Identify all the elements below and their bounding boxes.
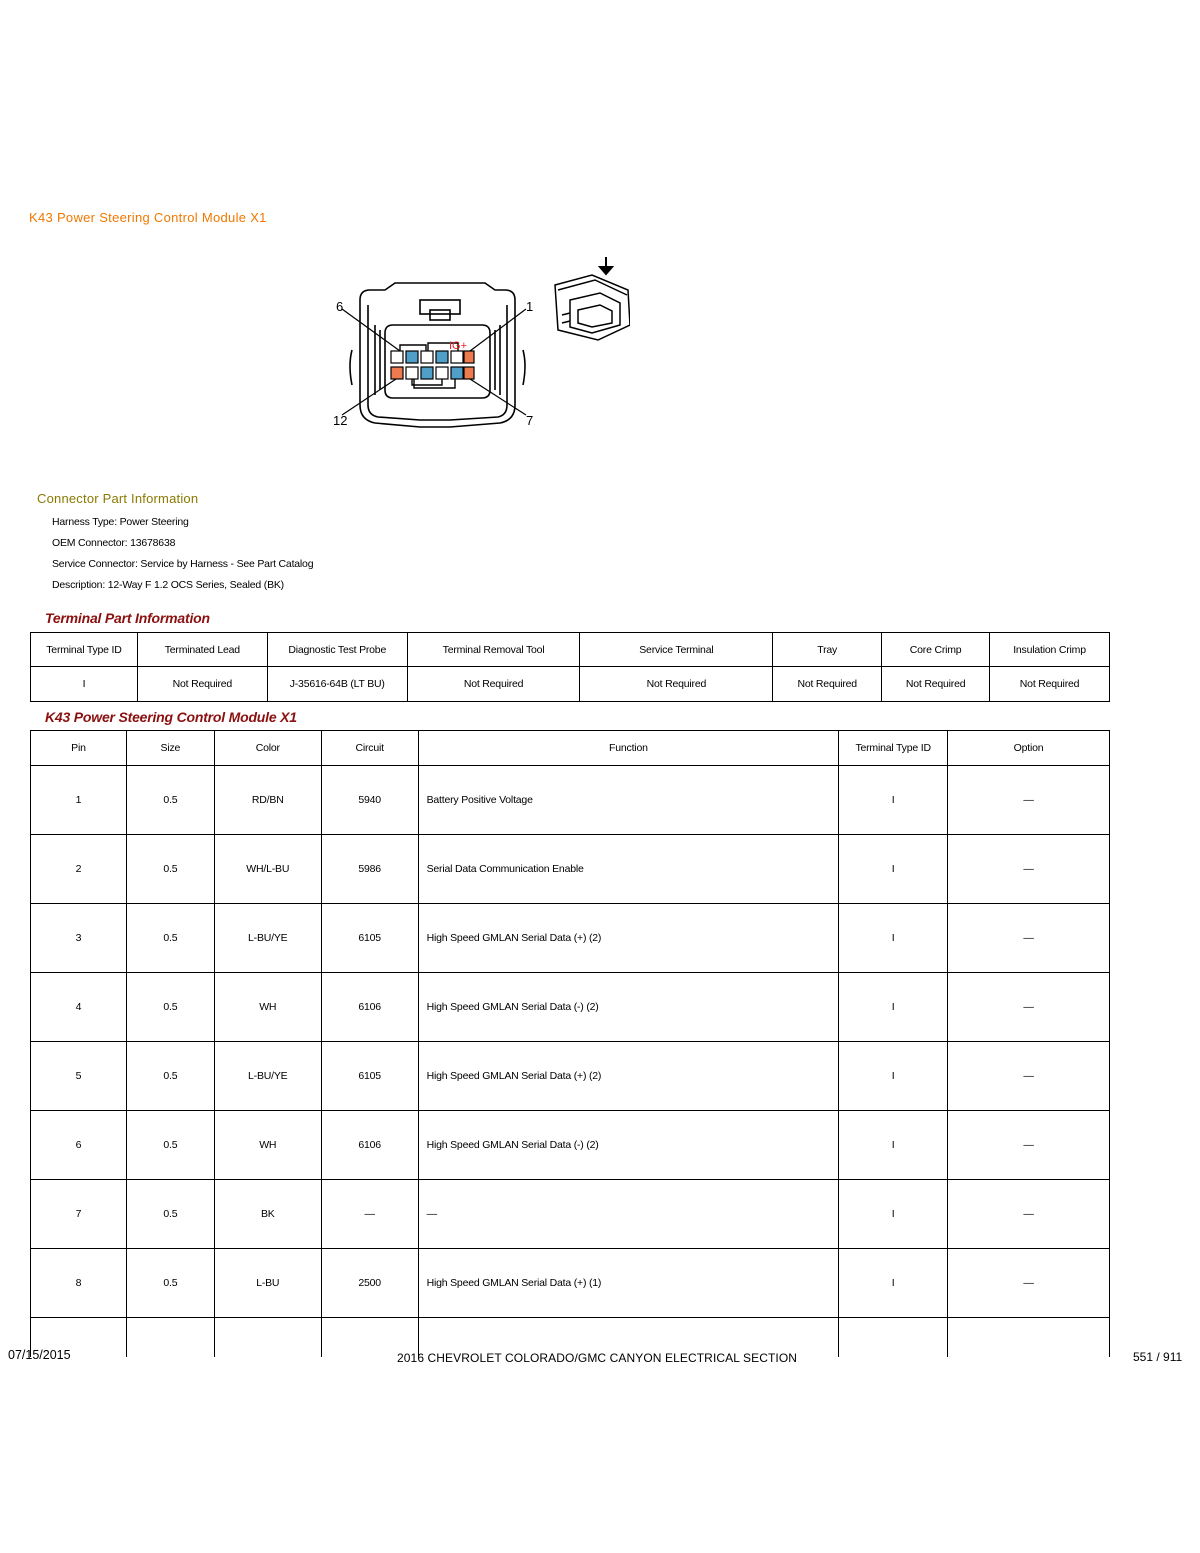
table-row (31, 1249, 1110, 1318)
table-row (31, 667, 1110, 702)
pin-cell: 5 (31, 1042, 127, 1111)
function-cell: High Speed GMLAN Serial Data (-) (2) (418, 1111, 839, 1180)
column-header: Terminal Type ID (839, 731, 948, 766)
circuit-cell: 5940 (321, 766, 418, 835)
table-row (31, 835, 1110, 904)
table-cell: I (31, 667, 138, 702)
terminal-type-cell: I (839, 1249, 948, 1318)
pin-table-heading: K43 Power Steering Control Module X1 (45, 709, 297, 725)
connector-diagram (330, 255, 630, 435)
connector-part-info-heading: Connector Part Information (37, 491, 199, 506)
option-cell: — (948, 1042, 1110, 1111)
function-cell: — (418, 1180, 839, 1249)
pin-label-7: 7 (526, 413, 534, 428)
circuit-cell: 6105 (321, 1042, 418, 1111)
column-header: Size (126, 731, 214, 766)
table-row (31, 904, 1110, 973)
footer-date: 07/15/2015 (8, 1348, 71, 1362)
pin-cell: 8 (31, 1249, 127, 1318)
size-cell (126, 1318, 214, 1358)
terminal-part-info-heading: Terminal Part Information (45, 610, 210, 626)
pin-cell: 2 (31, 835, 127, 904)
circuit-cell: 2500 (321, 1249, 418, 1318)
column-header: Terminated Lead (137, 633, 267, 667)
table-cell: Not Required (773, 667, 882, 702)
description-line: Description: 12-Way F 1.2 OCS Series, Sealed (BK) (52, 579, 284, 591)
color-cell: WH (214, 973, 321, 1042)
column-header: Diagnostic Test Probe (267, 633, 407, 667)
table-cell: Not Required (407, 667, 580, 702)
table-row (31, 1180, 1110, 1249)
table-row (31, 973, 1110, 1042)
table-cell: Not Required (580, 667, 773, 702)
ig-plus-label: IG+ (449, 340, 468, 352)
column-header: Pin (31, 731, 127, 766)
footer-page-number: 551 / 911 (1133, 1350, 1183, 1364)
table-header-row (31, 731, 1110, 766)
function-cell: High Speed GMLAN Serial Data (+) (2) (418, 904, 839, 973)
size-cell: 0.5 (126, 835, 214, 904)
terminal-type-cell: I (839, 1180, 948, 1249)
service-connector-line: Service Connector: Service by Harness - See Part Catalog (52, 558, 314, 570)
color-cell: WH (214, 1111, 321, 1180)
pin-label-12: 12 (333, 413, 348, 428)
option-cell: — (948, 973, 1110, 1042)
size-cell: 0.5 (126, 1042, 214, 1111)
color-cell: L-BU/YE (214, 904, 321, 973)
size-cell: 0.5 (126, 1249, 214, 1318)
option-cell: — (948, 1111, 1110, 1180)
pin-label-6: 6 (336, 299, 344, 314)
table-header-row (31, 633, 1110, 667)
column-header: Function (418, 731, 839, 766)
circuit-cell: 6106 (321, 1111, 418, 1180)
function-cell: High Speed GMLAN Serial Data (+) (2) (418, 1042, 839, 1111)
terminal-type-cell: I (839, 1042, 948, 1111)
circuit-cell: 6106 (321, 973, 418, 1042)
table-row (31, 766, 1110, 835)
terminal-cavities (391, 351, 474, 379)
color-cell: WH/L-BU (214, 835, 321, 904)
terminal-type-cell: I (839, 973, 948, 1042)
color-cell: L-BU/YE (214, 1042, 321, 1111)
pin-cell: 3 (31, 904, 127, 973)
column-header: Insulation Crimp (990, 633, 1110, 667)
footer-title: 2016 CHEVROLET COLORADO/GMC CANYON ELECTRICAL SECTION (397, 1351, 798, 1365)
column-header: Service Terminal (580, 633, 773, 667)
option-cell: — (948, 904, 1110, 973)
table-row (31, 1111, 1110, 1180)
terminal-type-cell: I (839, 1111, 948, 1180)
pin-table (30, 730, 1110, 1357)
arrow-down-icon (600, 257, 612, 274)
oem-connector-line: OEM Connector: 13678638 (52, 537, 176, 549)
color-cell (214, 1318, 321, 1358)
column-header: Terminal Removal Tool (407, 633, 580, 667)
color-cell: RD/BN (214, 766, 321, 835)
terminal-type-cell (839, 1318, 948, 1358)
size-cell: 0.5 (126, 973, 214, 1042)
column-header: Core Crimp (882, 633, 990, 667)
column-header: Tray (773, 633, 882, 667)
harness-type-line: Harness Type: Power Steering (52, 516, 189, 528)
function-cell: Serial Data Communication Enable (418, 835, 839, 904)
function-cell: High Speed GMLAN Serial Data (-) (2) (418, 973, 839, 1042)
table-cell: Not Required (137, 667, 267, 702)
size-cell: 0.5 (126, 1111, 214, 1180)
terminal-part-info-table (30, 632, 1110, 702)
table-cell: J-35616-64B (LT BU) (267, 667, 407, 702)
column-header: Circuit (321, 731, 418, 766)
function-cell: Battery Positive Voltage (418, 766, 839, 835)
document-title: K43 Power Steering Control Module X1 (29, 210, 267, 225)
terminal-type-cell: I (839, 904, 948, 973)
size-cell: 0.5 (126, 766, 214, 835)
terminal-type-cell: I (839, 766, 948, 835)
option-cell: — (948, 1180, 1110, 1249)
pin-cell: 1 (31, 766, 127, 835)
pin-label-1: 1 (526, 299, 534, 314)
color-cell: L-BU (214, 1249, 321, 1318)
table-cell: Not Required (990, 667, 1110, 702)
column-header: Color (214, 731, 321, 766)
table-row (31, 1042, 1110, 1111)
circuit-cell: — (321, 1180, 418, 1249)
terminal-type-cell: I (839, 835, 948, 904)
connector-body-iso (555, 275, 630, 340)
pin-cell: 4 (31, 973, 127, 1042)
circuit-cell: 5986 (321, 835, 418, 904)
column-header: Option (948, 731, 1110, 766)
size-cell: 0.5 (126, 1180, 214, 1249)
size-cell: 0.5 (126, 904, 214, 973)
column-header: Terminal Type ID (31, 633, 138, 667)
option-cell: — (948, 766, 1110, 835)
table-cell: Not Required (882, 667, 990, 702)
option-cell (948, 1318, 1110, 1358)
circuit-cell: 6105 (321, 904, 418, 973)
option-cell: — (948, 1249, 1110, 1318)
option-cell: — (948, 835, 1110, 904)
function-cell: High Speed GMLAN Serial Data (+) (1) (418, 1249, 839, 1318)
pin-cell: 6 (31, 1111, 127, 1180)
color-cell: BK (214, 1180, 321, 1249)
pin-cell: 7 (31, 1180, 127, 1249)
